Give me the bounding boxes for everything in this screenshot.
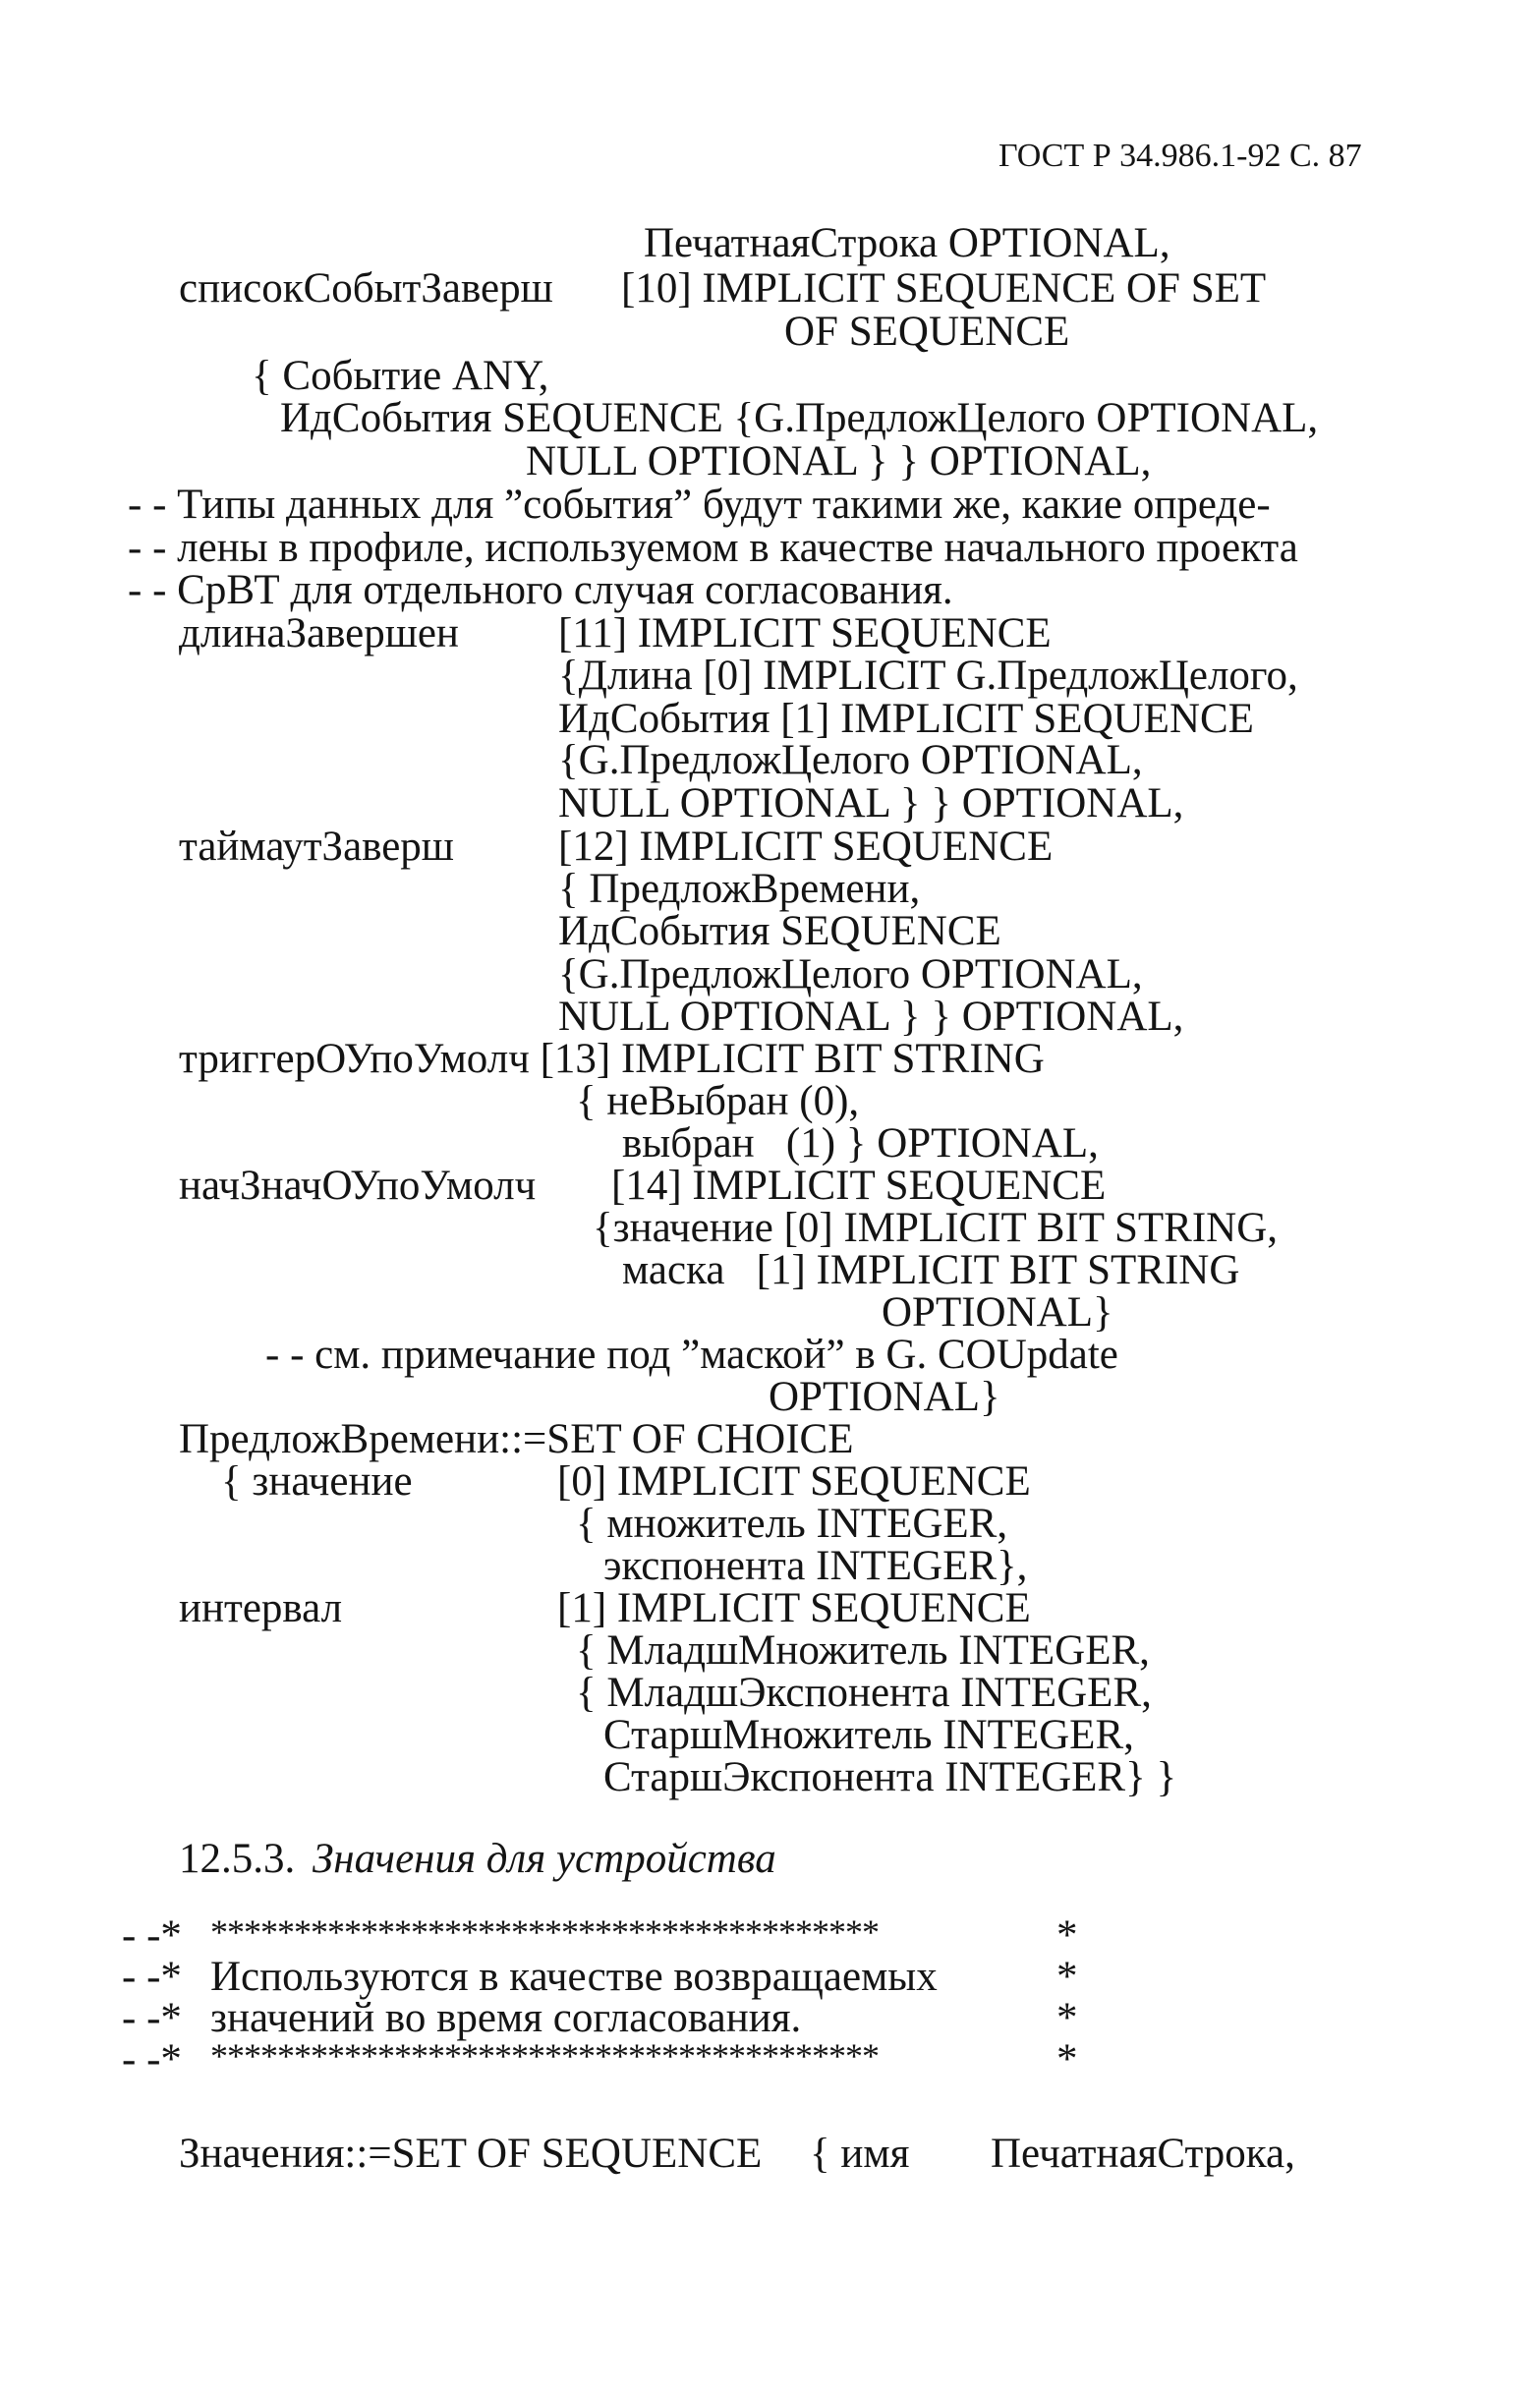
text-line: ПечатнаяСтрока OPTIONAL, [644, 220, 1170, 266]
field-type: [11] IMPLICIT SEQUENCE [558, 610, 1052, 656]
comment-suffix: * [1056, 1954, 1078, 2000]
comment-stars: **************************************** [210, 1912, 879, 1952]
section-title: Значения для устройства [313, 1836, 776, 1882]
field-name: длинаЗавершен [179, 610, 459, 656]
text-line: {G.ПредложЦелого OPTIONAL, [558, 951, 1143, 997]
comment-prefix: - -* [122, 1912, 182, 1959]
text-line: {G.ПредложЦелого OPTIONAL, [558, 737, 1143, 783]
section-number: 12.5.3. [179, 1836, 296, 1882]
text-line: NULL OPTIONAL } } OPTIONAL, [558, 780, 1184, 826]
comment-prefix: - -* [122, 1954, 182, 2000]
field-name: начЗначОУпоУмолч [179, 1163, 537, 1209]
text-line: экспонента INTEGER}, [603, 1543, 1028, 1589]
text-line: {Длина [0] IMPLICIT G.ПредложЦелого, [558, 653, 1298, 699]
text-line: СтаршЭкспонента INTEGER} } [603, 1754, 1177, 1800]
text-line: СтаршМножитель INTEGER, [603, 1712, 1134, 1758]
comment-prefix: - -* [122, 1995, 182, 2041]
field-name: интервал [179, 1585, 343, 1631]
text-line: ИдСобытия SEQUENCE [558, 908, 1001, 954]
comment-text: значений во время согласования. [210, 1995, 802, 2041]
comment-suffix: * [1056, 1995, 1078, 2041]
field-name: списокСобытЗаверш [179, 265, 553, 312]
type-definition: ПредложВремени::=SET OF CHOICE [179, 1416, 854, 1462]
text-line: { МладшЭкспонента INTEGER, [576, 1670, 1152, 1716]
text-line: { ПредложВремени, [558, 866, 921, 912]
comment-stars: **************************************** [210, 2036, 879, 2076]
comment-suffix: * [1056, 1912, 1078, 1959]
comment-line: - - см. примечание под ”маской” в G. COUpdate [265, 1332, 1118, 1378]
field-name: таймаутЗаверш [179, 824, 454, 870]
text-line: ИдСобытия [1] IMPLICIT SEQUENCE [558, 696, 1254, 742]
text-line: ИдСобытия SEQUENCE {G.ПредложЦелого OPTIONAL, [280, 395, 1319, 441]
comment-suffix: * [1056, 2036, 1078, 2082]
comment-line: - - Типы данных для ”события” будут такими же, какие опреде- [128, 482, 1271, 528]
text-line: { неВыбран (0), [576, 1078, 860, 1124]
comment-text: Используются в качестве возвращаемых [210, 1954, 938, 2000]
field-name: { имя [810, 2131, 910, 2177]
comment-line: - - СрВТ для отдельного случая согласования. [128, 567, 953, 613]
text-line: { Событие ANY, [252, 353, 549, 399]
text-line: {значение [0] IMPLICIT BIT STRING, [593, 1205, 1279, 1251]
field-type: [0] IMPLICIT SEQUENCE [557, 1458, 1031, 1505]
text-line: NULL OPTIONAL } } OPTIONAL, [526, 438, 1152, 484]
field-type: [1] IMPLICIT SEQUENCE [557, 1585, 1031, 1631]
text-line: { МладшМножитель INTEGER, [576, 1627, 1150, 1674]
field-type: [10] IMPLICIT SEQUENCE OF SET [621, 265, 1267, 312]
text-line: маска [1] IMPLICIT BIT STRING [622, 1247, 1240, 1293]
text-line: OPTIONAL} [769, 1374, 1000, 1420]
running-header: ГОСТ Р 34.986.1-92 С. 87 [998, 138, 1362, 174]
text-line: { множитель INTEGER, [576, 1501, 1008, 1547]
comment-prefix: - -* [122, 2036, 182, 2082]
field-type: [14] IMPLICIT SEQUENCE [611, 1163, 1107, 1209]
text-line: выбран (1) } OPTIONAL, [622, 1120, 1099, 1167]
field-name: { значение [221, 1458, 413, 1505]
type-definition: Значения::=SET OF SEQUENCE [179, 2131, 763, 2177]
text-line: OPTIONAL} [882, 1289, 1113, 1336]
text-line: триггерОУпоУмолч [13] IMPLICIT BIT STRING [179, 1036, 1045, 1082]
field-type: [12] IMPLICIT SEQUENCE [558, 824, 1054, 870]
comment-line: - - лены в профиле, используемом в качестве начального проекта [128, 525, 1298, 571]
text-line: NULL OPTIONAL } } OPTIONAL, [558, 994, 1184, 1040]
text-line: OF SEQUENCE [784, 309, 1070, 355]
field-type: ПечатнаяСтрока, [991, 2131, 1295, 2177]
